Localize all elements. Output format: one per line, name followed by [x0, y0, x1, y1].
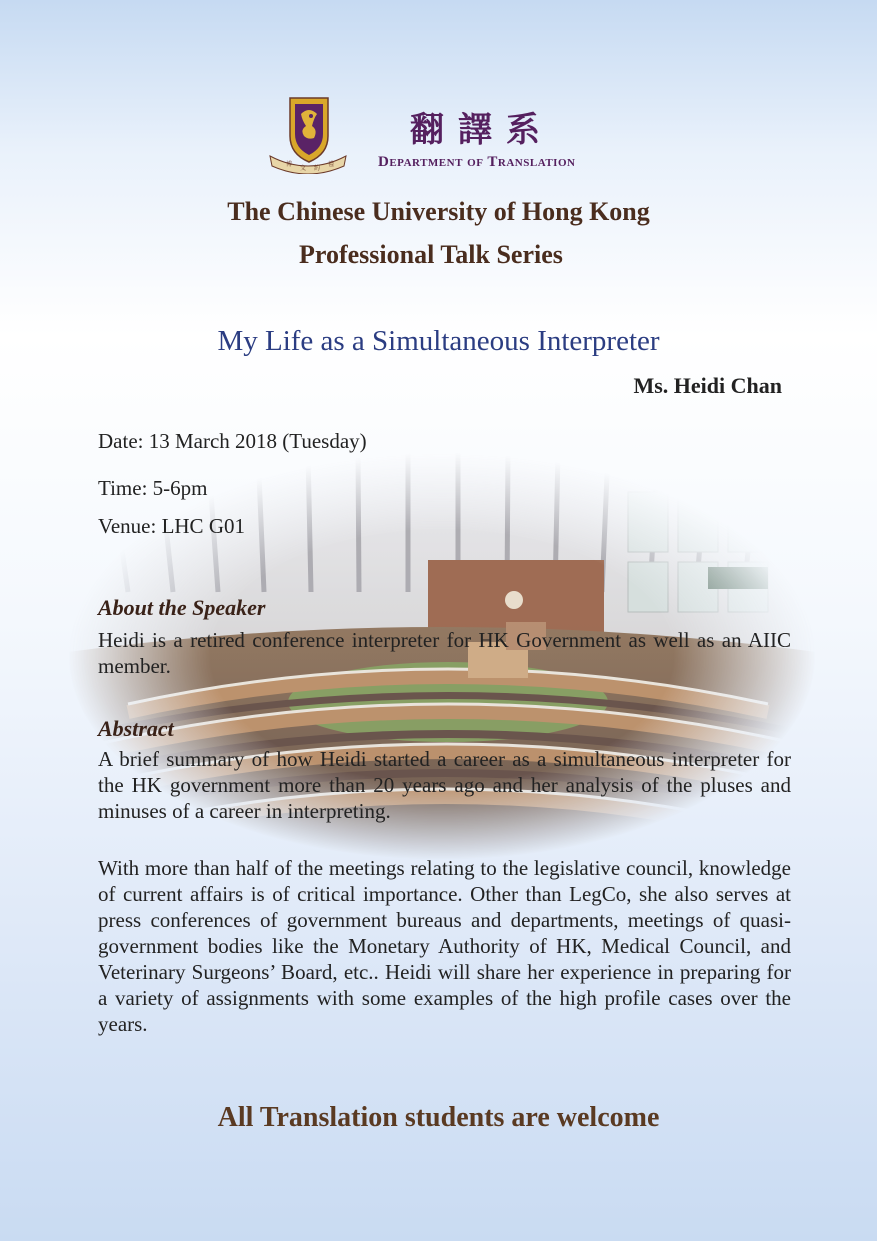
svg-text:博: 博 [286, 161, 293, 168]
department-logo [268, 96, 618, 176]
svg-text:文: 文 [300, 165, 307, 172]
talk-series-name: Professional Talk Series [299, 240, 563, 269]
abstract-paragraph-1: A brief summary of how Heidi started a career as a simultaneous interpreter for the HK government more than 20 years ago and her analysis of the pluses and minuses of a career in interpreting. [98, 747, 791, 823]
event-time: Time: 5-6pm [98, 476, 208, 500]
department-chinese-name: 翻譯系 [410, 110, 554, 150]
abstract-paragraph-2: With more than half of the meetings relating to the legislative council, knowledge of current affairs is of critical importance. Other than LegCo, she also serves at press conferences of government bureaus and departments, meetings of quasi-government bodies like the Monetary Authority of HK, Medical Council, and Veterinary Surgeons’ Board, etc.. Heidi will share her experience in preparing for a variety of assignments with some examples of the high profile cases over the years. [98, 856, 791, 1036]
talk-title: My Life as a Simultaneous Interpreter [217, 325, 660, 357]
about-speaker-heading: About the Speaker [98, 595, 266, 620]
cuhk-crest-icon [268, 96, 348, 174]
svg-text:禮: 禮 [328, 161, 335, 168]
department-english-name [378, 154, 575, 171]
university-name: The Chinese University of Hong Kong [227, 197, 650, 226]
welcome-message: All Translation students are welcome [217, 1102, 660, 1133]
event-venue: Venue: LHC G01 [98, 514, 245, 538]
about-speaker-text: Heidi is a retired conference interpreter for HK Government as well as an AIIC member. [98, 628, 791, 678]
speaker-name: Ms. Heidi Chan [633, 373, 782, 398]
event-date: Date: 13 March 2018 (Tuesday) [98, 429, 367, 453]
abstract-heading: Abstract [98, 716, 174, 741]
department-name-text: Department of Translation [378, 154, 576, 170]
svg-text:約: 約 [314, 165, 321, 172]
